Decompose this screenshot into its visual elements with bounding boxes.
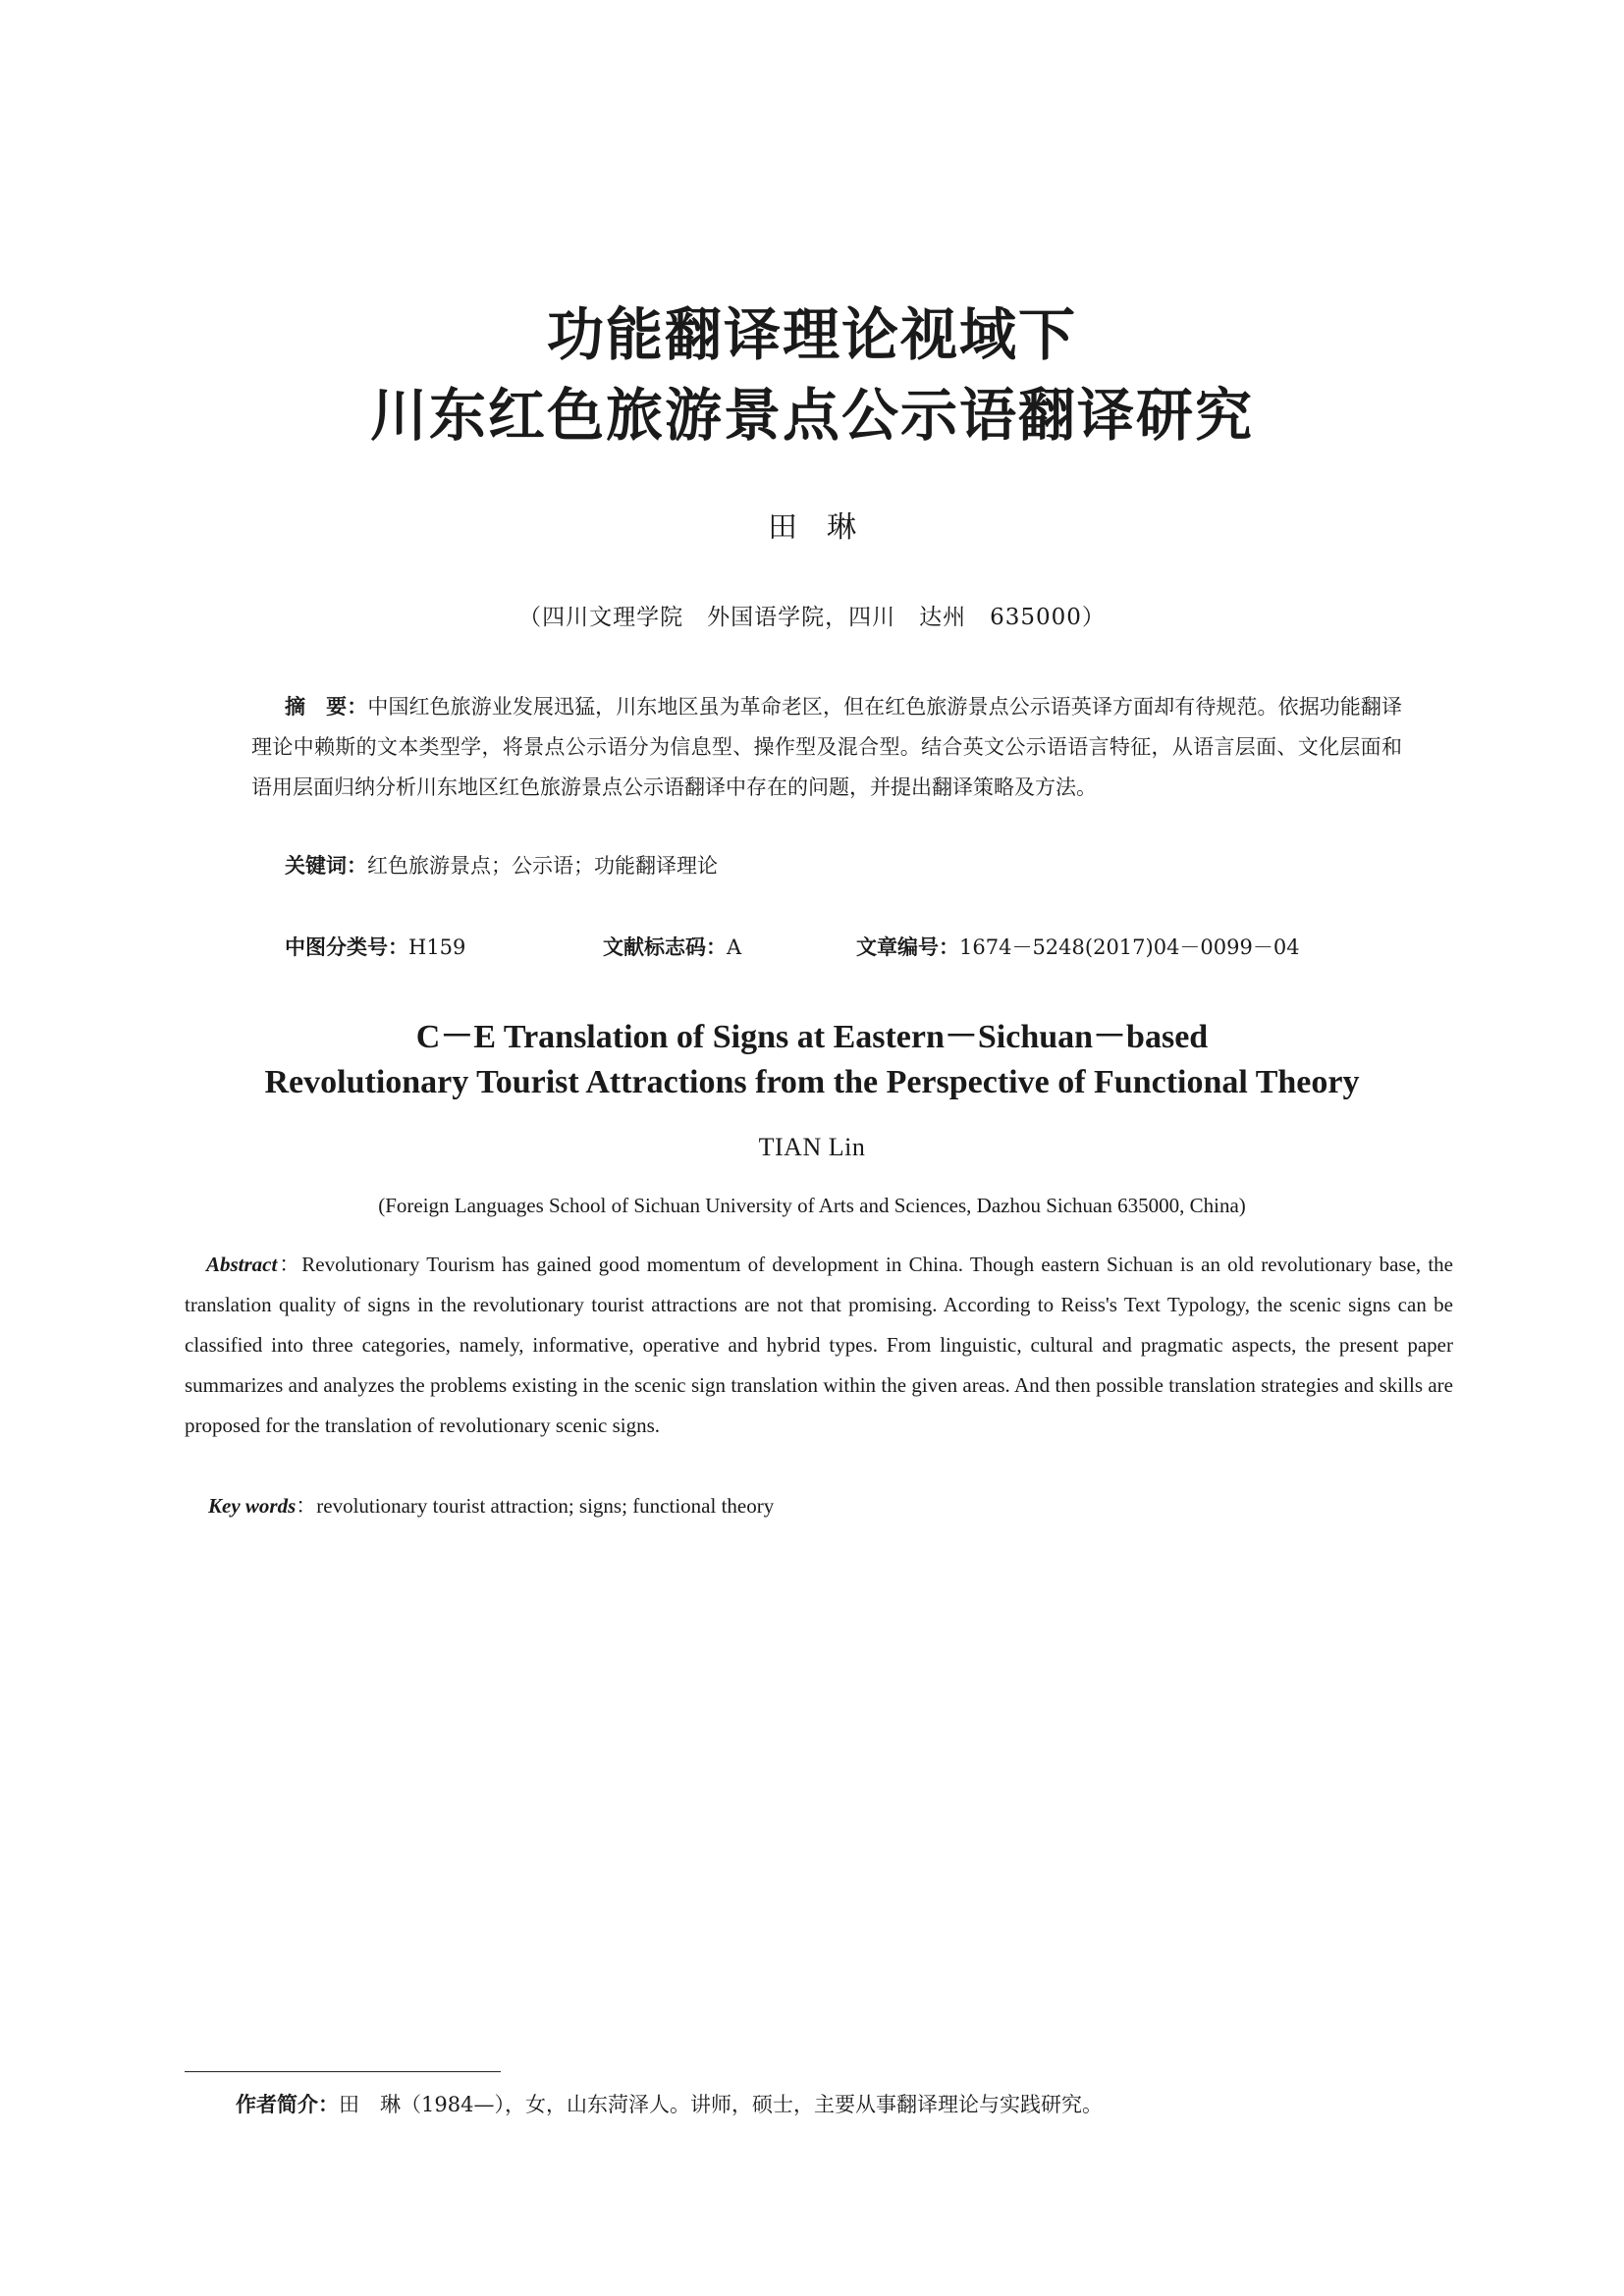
clc-number — [285, 932, 465, 961]
author-bio-label: 作者简介： — [236, 2093, 339, 2116]
document-code — [603, 932, 741, 961]
english-keywords-label: Key words — [208, 1494, 297, 1518]
article-number — [856, 932, 1300, 961]
chinese-title-line-1: 功能翻译理论视域下 — [546, 301, 1077, 368]
author-bio-text: 田 琳（1984—），女，山东菏泽人。讲师，硕士，主要从事翻译理论与实践研究。 — [339, 2093, 1103, 2116]
english-abstract-label: Abstract — [206, 1253, 278, 1276]
clc-label: 中图分类号： — [285, 935, 408, 959]
document-code-label: 文献标志码： — [603, 935, 727, 959]
clc-value: H159 — [408, 935, 466, 959]
english-abstract-separator: ： — [277, 1253, 302, 1276]
author-bio-footnote — [236, 2089, 1414, 2118]
chinese-affiliation: （四川文理学院 外国语学院，四川 达州 635000） — [518, 605, 1106, 630]
english-author-name: TIAN Lin — [758, 1133, 866, 1161]
chinese-abstract-label: 摘 要： — [285, 695, 368, 719]
document-code-value: A — [727, 935, 742, 959]
english-keywords — [208, 1490, 1453, 1520]
english-title-line-2: Revolutionary Tourist Attractions from the Perspective of Functional Theory — [264, 1064, 1360, 1100]
chinese-author-name: 田 琳 — [768, 510, 856, 545]
article-number-value: 1674－5248(2017)04－0099－04 — [959, 935, 1300, 959]
chinese-keywords-label: 关键词： — [285, 854, 367, 878]
article-number-label: 文章编号： — [856, 935, 959, 959]
english-keywords-separator: ： — [296, 1494, 317, 1518]
english-title-line-1: C－E Translation of Signs at Eastern－Sichuan－based — [415, 1019, 1209, 1055]
chinese-keywords — [285, 850, 1394, 880]
english-abstract-text: Revolutionary Tourism has gained good momentum of development in China. Though eastern Sichuan is an old revolutionary base, the translation quality of signs in the revolutionary tourist attractions are not that promising. According to Reiss's Text Typology, the scenic signs can be classified into three categories, namely, informative, operative and hybrid types. From linguistic, cultural and pragmatic aspects, the present paper summarizes and analyzes the problems existing in the scenic sign translation within the given areas. And then possible translation strategies and skills are proposed for the translation of revolutionary scenic signs. — [185, 1253, 1454, 1437]
chinese-title-line-2: 川东红色旅游景点公示语翻译研究 — [369, 382, 1254, 449]
english-abstract — [185, 1245, 1453, 1446]
footnote-divider — [185, 2071, 501, 2072]
english-keywords-text: revolutionary tourist attraction; signs; functional theory — [316, 1494, 775, 1518]
chinese-abstract-text: 中国红色旅游业发展迅猛，川东地区虽为革命老区，但在红色旅游景点公示语英译方面却有待规范。依据功能翻译理论中赖斯的文本类型学，将景点公示语分为信息型、操作型及混合型。结合英文公示语语言特征，从语言层面、文化层面和语用层面归纳分析川东地区红色旅游景点公示语翻译中存在的问题，并提出翻译策略及方法。 — [251, 695, 1403, 799]
chinese-abstract — [251, 687, 1402, 808]
english-affiliation: (Foreign Languages School of Sichuan University of Arts and Sciences, Dazhou Sichuan 635000, China) — [378, 1194, 1246, 1217]
chinese-keywords-text: 红色旅游景点；公示语；功能翻译理论 — [367, 854, 718, 878]
